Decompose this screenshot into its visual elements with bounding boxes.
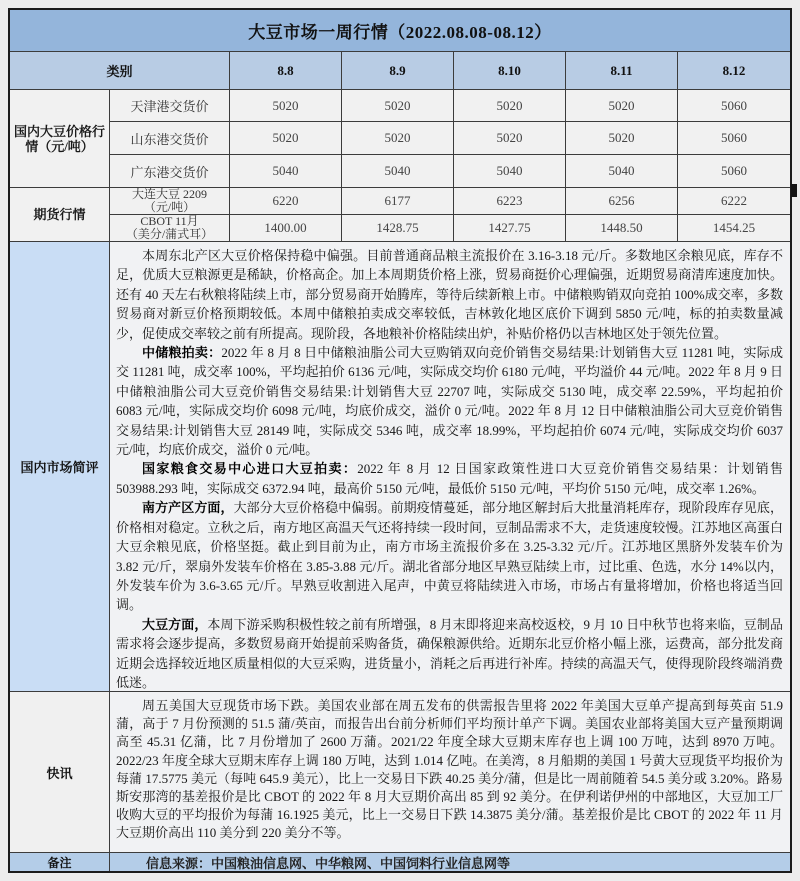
price-cell: 5020 <box>230 122 342 155</box>
price-cell: 5020 <box>342 90 454 122</box>
commentary-paragraph: 本周东北产区大豆价格保持稳中偏强。目前普通商品粮主流报价在 3.16-3.18 元/斤。多数地区余粮见底，库存不足，优质大豆粮源更是稀缺，价格高企。加上本周期货价格上涨，贸易商挺价心理偏强，近期贸易商清库速度加快。还有 40 天左右秋粮将陆续上市，部分贸易商开始腾库，等待后续新粮上市。中储粮购销双向竞拍 100%成交率，多数贸易商对新豆价格预期较低。本周中储粮拍卖成交率较低，吉林敦化地区底价下调到 5850 元/吨，标的拍卖数量减少，促使成交率较之前有所提高。现阶段，各地粮补价格陆续出炉，补贴价格仍以吉林地区处于领先位置。 <box>116 248 783 341</box>
date-header-1: 8.8 <box>230 52 342 90</box>
price-cell: 5060 <box>678 122 790 155</box>
price-cell: 5020 <box>454 122 566 155</box>
section-label-note: 备注 <box>10 853 110 871</box>
price-cell: 5040 <box>566 155 678 188</box>
note-body: 信息来源：中国粮油信息网、中华粮网、中国饲料行业信息网等 <box>110 853 790 871</box>
commentary-paragraph: 中储粮拍卖：2022 年 8 月 8 日中储粮油脂公司大豆购销双向竞价销售交易结果:计划销售大豆 11281 吨，实际成交 11281 吨，成交率 100%，平均起拍价 6136 元/吨，实际成交均价 6180 元/吨，平均溢价 44 元/吨。2022 年 8 月 9 日中储粮油脂公司大豆竞价销售交易结果:计划销售大豆 22707 吨，实际成交 5130 吨，成交率 22.59%，平均起拍价 6083 元/吨，实际成交均价 6098 元/吨，均底价成交，溢价 0 元/吨。2022 年 8 月 12 日中储粮油脂公司大豆竞价销售交易结果:计划销售大豆 28149 吨，实际成交 5346 吨，成交率 18.99%，平均起拍价 6074 元/吨，实际成交均价 6037 元/吨，均底价成交，溢价 0 元/吨。 <box>116 345 783 458</box>
news-body <box>110 692 790 853</box>
price-cell: 6177 <box>342 188 454 215</box>
commentary-paragraph: 国家粮食交易中心进口大豆拍卖：2022 年 8 月 12 日国家政策性进口大豆竞价销售交易结果：计划销售 503988.293 吨，实际成交 6372.94 吨，最高价 5150 元/吨，最低价 5150 元/吨，平均价 5150 元/吨，成交率 1.26%。 <box>116 461 783 496</box>
commentary-body <box>110 242 790 692</box>
report-title: 大豆市场一周行情（2022.08.08-08.12） <box>10 10 790 52</box>
row-label-tianjin: 天津港交货价 <box>110 90 230 122</box>
price-cell: 5040 <box>454 155 566 188</box>
contract-name: 大连大豆 2209 <box>131 188 207 201</box>
commentary-paragraph: 大豆方面，本周下游采购积极性较之前有所增强，8 月末即将迎来高校返校，9 月 10 日中秋节也将来临，豆制品需求将会逐步提高，多数贸易商开始提前采购备货，确保粮源供给。近期东北豆价格小幅上涨，运费高，部分批发商近期会选择较近地区质量相似的大豆采购，进货量小，消耗之后再进行补库。持续的高温天气，使得现阶段终端消费低迷。 <box>116 616 783 690</box>
row-label-guangdong: 广东港交货价 <box>110 155 230 188</box>
price-cell: 5020 <box>230 90 342 122</box>
date-header-5: 8.12 <box>678 52 790 90</box>
commentary-paragraph: 南方产区方面，大部分大豆价格稳中偏弱。前期疫情蔓延，部分地区解封后大批量消耗库存，现阶段库存见底，价格相对稳定。立秋之后，南方地区高温天气还将持续一段时间，豆制品需求不大，走货速度较慢。江苏地区高蛋白大豆余粮见底，价格坚挺。截止到目前为止，南方市场主流报价多在 3.25-3.32 元/斤。江苏地区黑脐外发装车价为 3.82 元/斤，翠扇外发装车价格在 3.85-3.88 元/斤。湖北省部分地区早熟豆陆续上市，过比重、色选，水分 14%以内，外发装车价为 3.6-3.65 元/斤。早熟豆收割进入尾声，中黄豆将陆续进入市场，市场占有量将增加，价格也将适当回调。 <box>116 500 783 613</box>
section-label-domestic-prices: 国内大豆价格行情（元/吨） <box>10 90 110 188</box>
price-cell: 5020 <box>566 122 678 155</box>
market-report-table <box>8 8 792 873</box>
scrollbar-artifact <box>791 184 797 197</box>
price-cell: 5060 <box>678 155 790 188</box>
section-label-futures: 期货行情 <box>10 188 110 242</box>
price-cell: 1448.50 <box>566 215 678 242</box>
date-header-4: 8.11 <box>566 52 678 90</box>
price-cell: 5060 <box>678 90 790 122</box>
row-label-dalian-2209 <box>110 188 230 215</box>
price-cell: 5040 <box>230 155 342 188</box>
price-cell: 5020 <box>342 122 454 155</box>
price-cell: 5020 <box>566 90 678 122</box>
contract-unit: （元/吨） <box>143 200 196 214</box>
row-label-shandong: 山东港交货价 <box>110 122 230 155</box>
price-cell: 1454.25 <box>678 215 790 242</box>
date-header-3: 8.10 <box>454 52 566 90</box>
row-label-cbot-nov <box>110 215 230 242</box>
price-cell: 6220 <box>230 188 342 215</box>
price-cell: 1428.75 <box>342 215 454 242</box>
contract-name: CBOT 11月 <box>140 215 199 228</box>
price-cell: 6223 <box>454 188 566 215</box>
contract-unit: （美分/蒲式耳） <box>125 227 214 241</box>
price-cell: 5040 <box>342 155 454 188</box>
price-cell: 6222 <box>678 188 790 215</box>
date-header-2: 8.9 <box>342 52 454 90</box>
price-cell: 6256 <box>566 188 678 215</box>
section-label-commentary: 国内市场简评 <box>10 242 110 692</box>
section-label-news: 快讯 <box>10 692 110 853</box>
category-header: 类别 <box>10 52 230 90</box>
news-paragraph: 周五美国大豆现货市场下跌。美国农业部在周五发布的供需报告里将 2022 年美国大豆单产提高到每英亩 51.9 蒲，高于 7 月份预测的 51.5 蒲/英亩，而报告出台前分析师们平均预计单产下调。美国农业部将美国大豆产量预期调高至 45.31 亿蒲，比 7 月份增加了 2600 万蒲。2021/22 年度全球大豆期末库存也上调 100 万吨，达到 8970 万吨。2022/23 年度全球大豆期末库存上调 180 万吨，达到 1.014 亿吨。在美湾，8 月船期的美国 1 号黄大豆现货平均报价为每蒲 17.5775 美元（每吨 645.9 美元），比上一交易日下跌 40.25 美分/蒲，但是比一周前随着 54.5 美分或 3.20%。路易斯安那湾的基差报价是比 CBOT 的 2022 年 8 月大豆期价高出 85 到 92 美分。在伊利诺伊州的中部地区，大豆加工厂收购大豆的平均报价为每蒲 16.1925 美元，比上一交易日下跌 14.3875 美分/蒲。基差报价是比 CBOT 的 2022 年 11 月大豆期价高出 110 美分到 220 美分不等。 <box>116 698 783 841</box>
price-cell: 1427.75 <box>454 215 566 242</box>
price-cell: 5020 <box>454 90 566 122</box>
price-cell: 1400.00 <box>230 215 342 242</box>
